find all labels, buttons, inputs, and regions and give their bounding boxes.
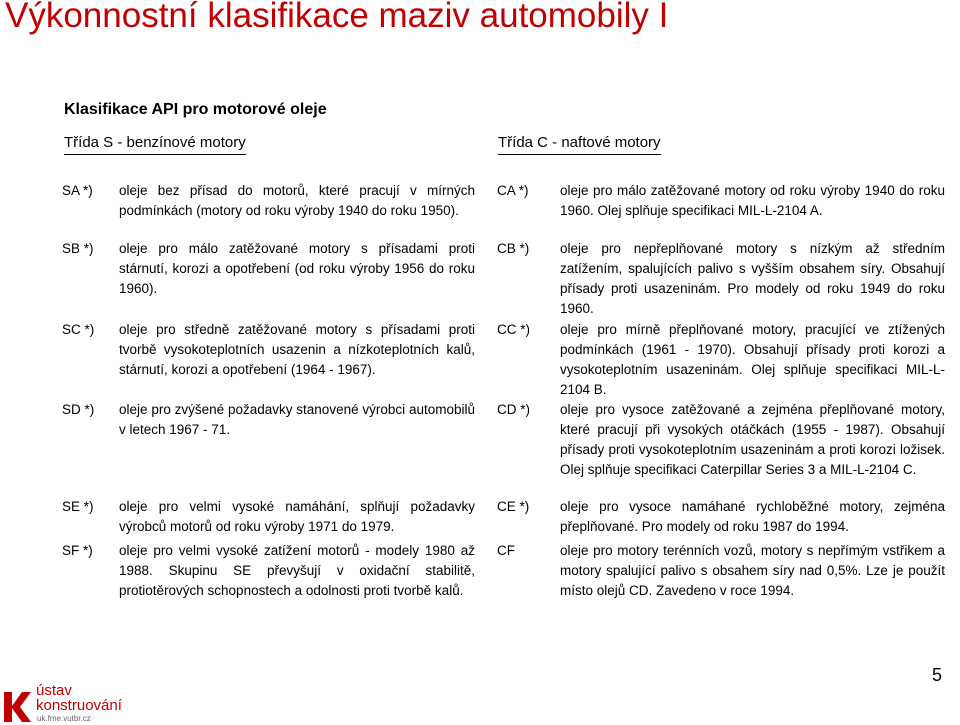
class-description: oleje pro středně zatěžované motory s přísadami proti tvorbě vysokoteplotních usazenin a nízkoteplotních kalů, stárnutí, korozi a opotřebení (1964 - 1967). <box>119 322 475 377</box>
section-subtitle: Klasifikace API pro motorové oleje <box>64 101 327 118</box>
class-description: oleje bez přísad do motorů, které pracují v mírných podmínkách (motory od roku výroby 1940 do roku 1950). <box>119 183 475 218</box>
page-number: 5 <box>931 665 942 685</box>
class-description: oleje pro vysoce zatěžované a zejména přeplňované motory, které pracují při vysokých otáčkách (1955 - 1987). Obsahují přísady proti vysokoteplotním usazeninám a proti korozi ložisek. Olej splňuje specifikaci Caterpillar Series 3 a MIL-L-2104 C. <box>560 402 945 477</box>
class-description: oleje pro zvýšené požadavky stanovené výrobci automobilů v letech 1967 - 71. <box>119 402 475 437</box>
class-description: oleje pro málo zatěžované motory s přísadami proti stárnutí, korozi a opotřebení (od roku výroby 1956 do roku 1960). <box>119 241 475 296</box>
institute-logo-icon <box>2 686 32 724</box>
class-description: oleje pro vysoce namáhané rychloběžné motory, zejména přeplňované. Pro modely od roku 1987 do 1994. <box>560 499 945 534</box>
class-code: SD *) <box>62 402 95 417</box>
class-code: CC *) <box>497 322 530 337</box>
class-code: SF *) <box>62 543 93 558</box>
class-code: SC *) <box>62 322 95 337</box>
class-description: oleje pro motory terénních vozů, motory s nepřímým vstřikem a motory spalující palivo s obsahem síry nad 0,5%. Lze je použít místo olejů CD. Zavedeno v roce 1994. <box>560 543 945 598</box>
logo-text-line2: konstruování <box>36 697 122 714</box>
left-column-heading: Třída S - benzínové motory <box>64 134 246 151</box>
logo-url: uk.fme.vutbr.cz <box>37 714 91 723</box>
class-code: SE *) <box>62 499 94 514</box>
class-description: oleje pro nepřeplňované motory s nízkým až středním zatížením, spalujících palivo s vyšším obsahem síry. Obsahují přísady proti usazeninám. Pro modely od roku 1949 do roku 1960. <box>560 241 945 316</box>
class-description: oleje pro málo zatěžované motory od roku výroby 1940 do roku 1960. Olej splňuje specifikaci MIL-L-2104 A. <box>560 183 945 218</box>
class-code: CF <box>497 543 515 558</box>
page-title: Výkonnostní klasifikace maziv automobily I <box>5 0 669 35</box>
logo-text-line1: ústav <box>36 682 72 699</box>
class-code: CE *) <box>497 499 530 514</box>
class-code: CA *) <box>497 183 529 198</box>
institute-logo <box>0 680 260 725</box>
class-description: oleje pro velmi vysoké namáhání, splňují požadavky výrobců motorů od roku výroby 1971 do 1979. <box>119 499 475 534</box>
class-code: CD *) <box>497 402 530 417</box>
class-code: CB *) <box>497 241 530 256</box>
class-code: SB *) <box>62 241 94 256</box>
right-column-heading: Třída C - naftové motory <box>498 134 661 151</box>
class-description: oleje pro velmi vysoké zatížení motorů - modely 1980 až 1988. Skupinu SE převyšují v oxidační stabilitě, protiotěrových schopnostech a odolnosti proti tvorbě kalů. <box>119 543 475 598</box>
class-code: SA *) <box>62 183 93 198</box>
class-description: oleje pro mírně přeplňované motory, pracující ve ztížených podmínkách (1961 - 1970). Obsahují přísady proti korozi a vysokoteplotním usazeninám. Olej splňuje specifikaci MIL-L-2104 B. <box>560 322 945 397</box>
